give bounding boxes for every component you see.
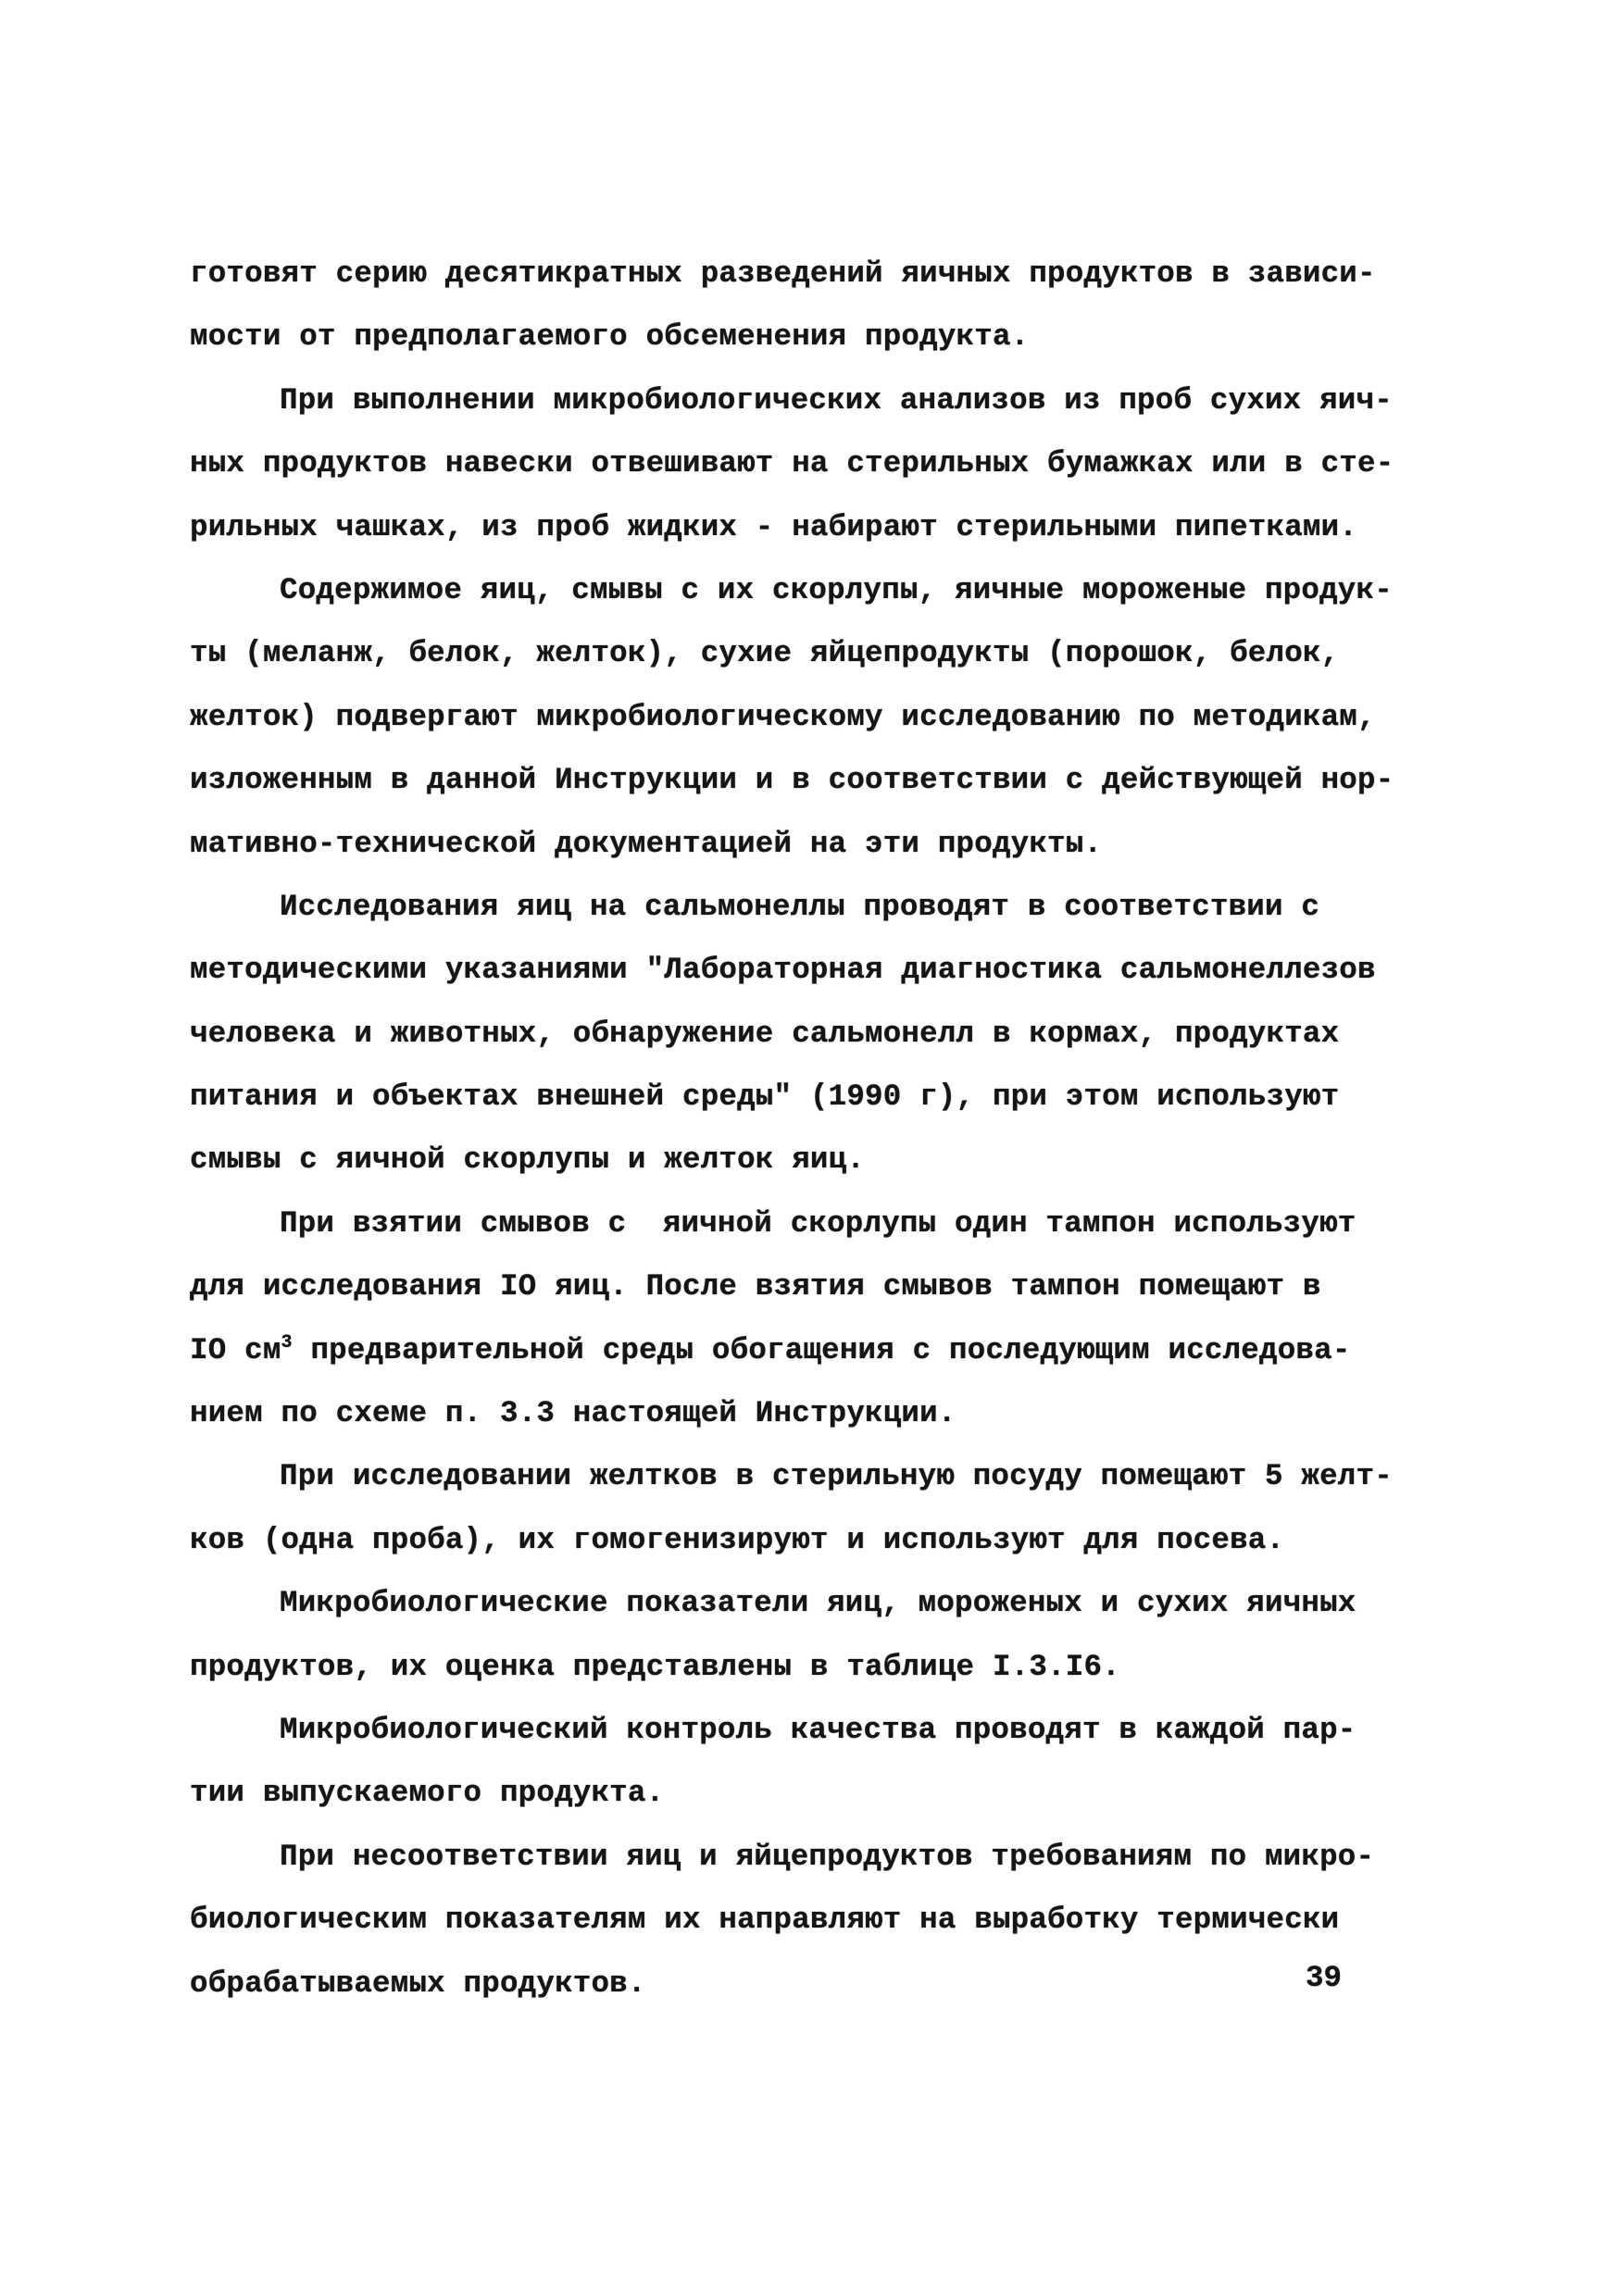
superscript: 3 [281,1331,293,1354]
text-line: готовят серию десятикратных разведений яичных продуктов в зависи- [190,256,1376,291]
text-fragment: IO см [190,1332,281,1367]
text-line: нием по схеме п. 3.3 настоящей Инструкции. [190,1396,956,1431]
text-line: методическими указаниями "Лабораторная диагностика сальмонеллезов [190,953,1376,988]
body-text [190,243,1412,2015]
text-line: При выполнении микробиологических анализов из проб сухих яич- [280,382,1393,418]
text-line: При исследовании желтков в стерильную посуду помещают 5 желт- [280,1459,1393,1494]
text-line: мости от предполагаемого обсеменения продукта. [190,319,1030,355]
text-line: желток) подвергают микробиологическому исследованию по методикам, [190,699,1376,734]
text-line: Содержимое яиц, смывы с их скорлупы, яичные мороженые продук- [280,572,1393,607]
text-line: рильных чашках, из проб жидких - набирают стерильными пипетками. [190,509,1358,544]
text-fragment: предварительной среды обогащения с последующим исследова- [292,1332,1351,1367]
text-line: обрабатываемых продуктов. [190,1965,646,2001]
text-line: мативно-технической документацией на эти продукты. [190,826,1103,861]
text-line: человека и животных, обнаружение сальмонелл в кормах, продуктах [190,1016,1340,1051]
text-line: ты (меланж, белок, желток), сухие яйцепродукты (порошок, белок, [190,636,1340,671]
text-line: продуктов, их оценка представлены в таблице I.3.I6. [190,1649,1120,1684]
text-line: изложенным в данной Инструкции и в соответствии с действующей нор- [190,763,1394,798]
text-line: ков (одна проба), их гомогенизируют и используют для посева. [190,1522,1285,1557]
text-line: питания и объектах внешней среды" (1990 г), при этом используют [190,1079,1340,1115]
text-line: При взятии смывов с яичной скорлупы один тампон используют [280,1205,1356,1241]
text-line: Микробиологические показатели яиц, мороженых и сухих яичных [280,1586,1356,1621]
text-line: Исследования яиц на сальмонеллы проводят в соответствии с [280,889,1320,924]
text-line: тии выпускаемого продукта. [190,1776,665,1811]
text-line: При несоответствии яиц и яйцепродуктов требованиям по микро- [280,1839,1375,1874]
text-line: биологическим показателям их направляют на выработку термически [190,1903,1340,1938]
text-line: ных продуктов навески отвешивают на стерильных бумажках или в сте- [190,446,1394,481]
page-number: 39 [1306,1961,1343,1995]
text-line: Микробиологический контроль качества проводят в каждой пар- [280,1712,1356,1747]
text-line [190,1319,1412,1382]
text-line: смывы с яичной скорлупы и желток яиц. [190,1142,866,1178]
text-line: для исследования IO яиц. После взятия смывов тампон помещают в [190,1269,1321,1304]
